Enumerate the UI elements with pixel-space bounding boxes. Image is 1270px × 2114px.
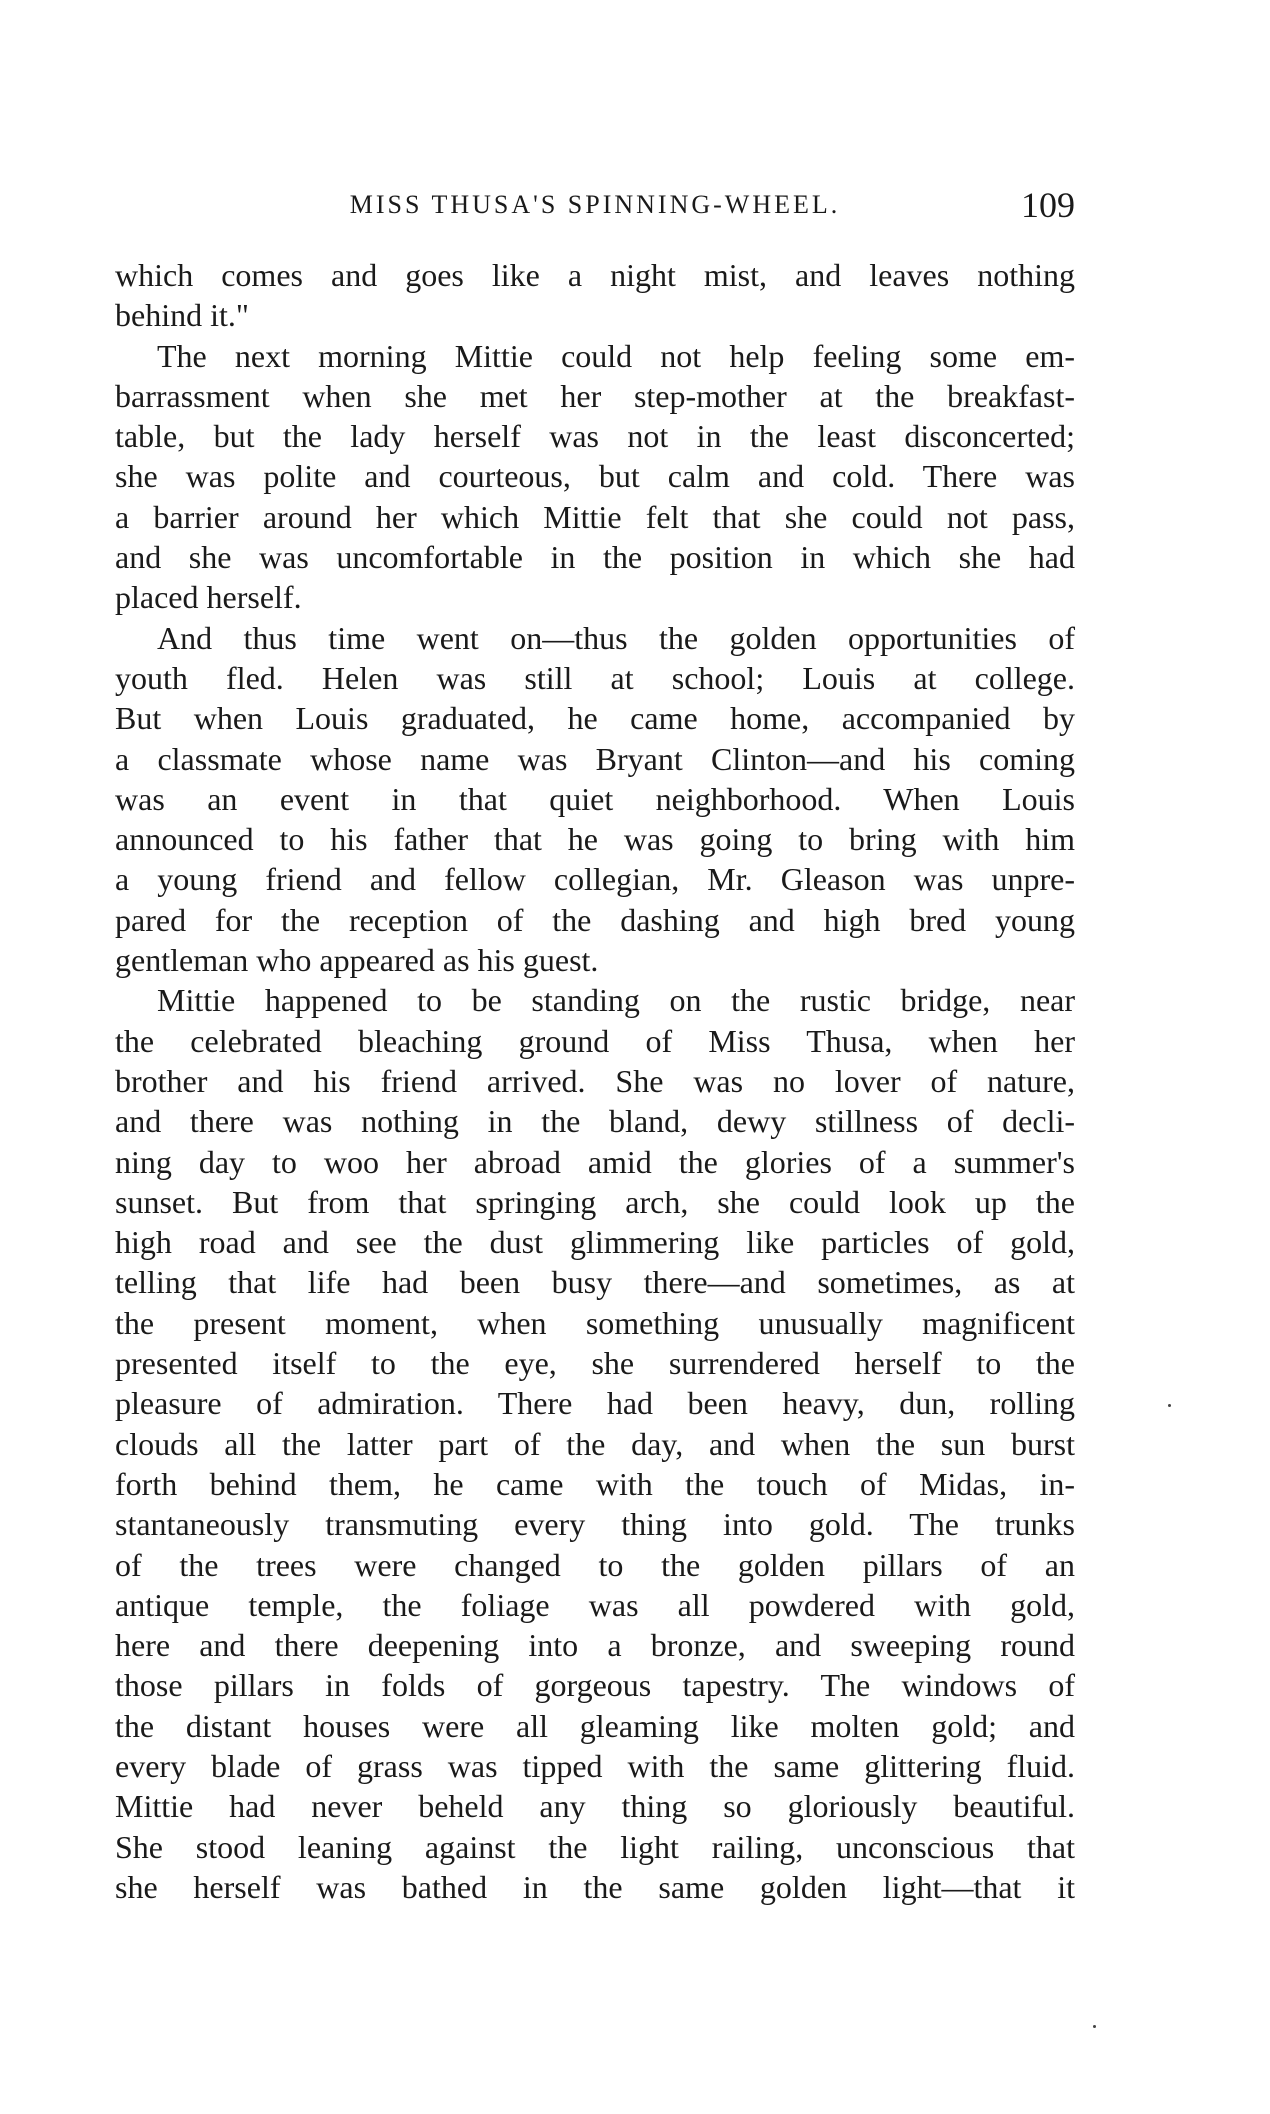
text-line: Mittie had never beheld any thing so gloriously beautiful. [115, 1788, 1075, 1825]
text-line: here and there deepening into a bronze, and sweeping round [115, 1627, 1075, 1664]
text-line: the distant houses were all gleaming like molten gold; and [115, 1707, 1075, 1744]
text-line: table, but the lady herself was not in the least disconcerted; [115, 418, 1075, 455]
text-line: youth fled. Helen was still at school; Louis at college. [115, 659, 1075, 696]
body-text [115, 255, 1075, 1907]
running-head [115, 180, 1075, 230]
page-number: 109 [1021, 185, 1075, 225]
text-line: brother and his friend arrived. She was no lover of nature, [115, 1062, 1075, 1099]
text-line: a barrier around her which Mittie felt that she could not pass, [115, 498, 1075, 535]
text-line: of the trees were changed to the golden pillars of an [115, 1546, 1075, 1583]
text-line: she was polite and courteous, but calm and cold. There was [115, 458, 1075, 495]
margin-speck [1168, 1404, 1171, 1407]
text-line: was an event in that quiet neighborhood. When Louis [115, 780, 1075, 817]
text-line: gentleman who appeared as his guest. [115, 942, 599, 979]
text-line: antique temple, the foliage was all powdered with gold, [115, 1586, 1075, 1623]
text-line: And thus time went on—thus the golden opportunities of [157, 619, 1075, 656]
text-line: a young friend and fellow collegian, Mr. Gleason was unpre- [115, 861, 1075, 898]
text-line: and she was uncomfortable in the position in which she had [115, 539, 1075, 576]
text-line: placed herself. [115, 579, 302, 616]
text-line: high road and see the dust glimmering like particles of gold, [115, 1224, 1075, 1261]
text-line: clouds all the latter part of the day, and when the sun burst [115, 1425, 1075, 1462]
text-line: stantaneously transmuting every thing into gold. The trunks [115, 1506, 1075, 1543]
text-line: and there was nothing in the bland, dewy stillness of decli- [115, 1103, 1075, 1140]
text-line: barrassment when she met her step-mother at the breakfast- [115, 377, 1075, 414]
text-line: Mittie happened to be standing on the rustic bridge, near [157, 982, 1075, 1019]
text-line: she herself was bathed in the same golden light—that it [115, 1868, 1075, 1905]
text-line: pleasure of admiration. There had been heavy, dun, rolling [115, 1385, 1075, 1422]
text-line: The next morning Mittie could not help feeling some em- [157, 337, 1075, 374]
text-line: telling that life had been busy there—and sometimes, as at [115, 1264, 1075, 1301]
text-line: those pillars in folds of gorgeous tapestry. The windows of [115, 1667, 1075, 1704]
text-line: behind it." [115, 297, 249, 334]
text-line: which comes and goes like a night mist, and leaves nothing [115, 257, 1075, 293]
text-line: presented itself to the eye, she surrendered herself to the [115, 1345, 1075, 1382]
text-line: But when Louis graduated, he came home, accompanied by [115, 700, 1075, 737]
margin-speck [1093, 2025, 1096, 2028]
text-line: pared for the reception of the dashing and high bred young [115, 901, 1075, 938]
text-line: ning day to woo her abroad amid the glories of a summer's [115, 1143, 1075, 1180]
text-line: the celebrated bleaching ground of Miss Thusa, when her [115, 1022, 1075, 1059]
running-title: MISS THUSA'S SPINNING-WHEEL. [349, 190, 841, 219]
text-line: sunset. But from that springing arch, she could look up the [115, 1183, 1075, 1220]
text-line: a classmate whose name was Bryant Clinton—and his coming [115, 740, 1075, 777]
text-line: She stood leaning against the light railing, unconscious that [115, 1828, 1075, 1865]
text-line: announced to his father that he was going to bring with him [115, 821, 1075, 858]
text-line: the present moment, when something unusually magnificent [115, 1304, 1075, 1341]
text-line: forth behind them, he came with the touch of Midas, in- [115, 1465, 1075, 1502]
text-line: every blade of grass was tipped with the same glittering fluid. [115, 1747, 1075, 1784]
